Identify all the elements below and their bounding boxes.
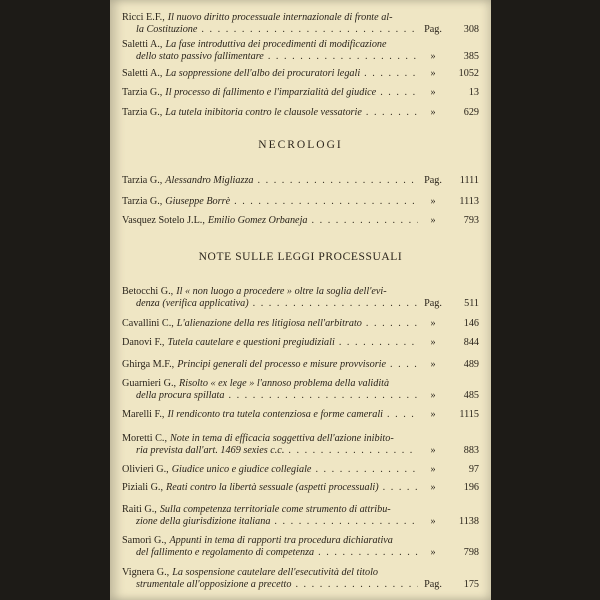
entry-title: L'alienazione della res litigiosa nell'arbitrato [176,318,362,329]
entry-title: La tutela inibitoria contro le clausole vessatorie [165,107,362,118]
page-prefix: » [430,359,436,370]
entry-title: La fase introduttiva dei procedimenti di modificazione [165,39,387,50]
page-prefix: » [430,444,436,456]
page-prefix: » [430,337,436,348]
entry-title: della procura spillata [136,389,225,401]
index-entry [122,359,479,371]
index-entry [122,482,479,494]
page-number: 511 [464,297,479,309]
page-number: 146 [463,318,479,329]
index-entry [122,318,479,330]
index-entry [122,39,479,63]
entry-author: Piziali G., [122,482,164,493]
entry-author: Marelli F., [122,409,165,420]
index-entry [122,107,479,119]
index-entry [122,87,479,99]
entry-title: denza (verifica applicativa) [136,297,249,309]
entry-title: Giuseppe Borrè [165,196,231,207]
index-entry [122,12,479,36]
page-prefix: » [430,215,436,226]
book-page [110,0,491,600]
entry-title: La sospensione cautelare dell'esecutività del titolo [172,567,378,578]
entry-title: del fallimento e regolamento di competenza [136,546,315,558]
page-prefix: Pag. [424,578,442,590]
entry-author: Betocchi G., [122,286,174,297]
section-heading: NECROLOGI [258,139,343,151]
page-number: 798 [463,546,479,558]
index-entry [122,175,479,187]
page-prefix: » [430,196,436,207]
entry-title: Note in tema di efficacia soggettiva dell'azione inibito- [170,433,394,444]
page-prefix: » [430,546,436,558]
index-entry [122,196,479,208]
entry-author: Danovi F., [122,337,165,348]
page-prefix: Pag. [424,297,442,309]
entry-title: Emilio Gomez Orbaneja [207,215,308,226]
entry-title: Il processo di fallimento e l'imparzialità del giudice [165,87,377,98]
page-prefix: » [430,50,436,62]
entry-title: Giudice unico e giudice collegiale [171,464,312,475]
index-entry [122,337,479,349]
entry-author: Moretti C., [122,433,167,444]
index-entry [122,464,479,476]
page-number: 196 [463,482,479,493]
page-number: 793 [463,215,479,226]
entry-author: Samorì G., [122,535,167,546]
entry-title: Alessandro Migliazza [165,175,254,186]
page-number: 485 [463,389,479,401]
page-number: 385 [463,50,479,62]
page-prefix: » [430,389,436,401]
entry-author: Saletti A., [122,68,163,79]
page-number: 489 [463,359,479,370]
index-entry [122,535,479,559]
index-entry [122,286,479,310]
page-number: 883 [463,444,479,456]
entry-title: Il nuovo diritto processuale internazionale di fronte al- [167,12,393,23]
page-prefix: » [430,515,436,527]
entry-author: Guarnieri G., [122,378,177,389]
entry-author: Olivieri G., [122,464,169,475]
page-number: 1052 [458,68,479,79]
entry-title: La soppressione dell'albo dei procuratori legali [165,68,361,79]
index-entry [122,215,479,227]
page-prefix: » [430,107,436,118]
page-number: 97 [468,464,479,475]
entry-author: Vignera G., [122,567,170,578]
entry-author: Vasquez Sotelo J.L., [122,215,205,226]
index-entry [122,567,479,591]
page-prefix: » [430,87,436,98]
entry-author: Ghirga M.F., [122,359,175,370]
entry-author: Tarzia G., [122,175,163,186]
entry-title: Il rendiconto tra tutela contenziosa e forme camerali [167,409,383,420]
entry-author: Ricci E.F., [122,12,165,23]
entry-title: Il « non luogo a procedere » oltre la soglia dell'evi- [176,286,387,297]
entry-author: Tarzia G., [122,107,163,118]
page-number: 1111 [459,175,479,186]
page-number: 175 [463,578,479,590]
page-prefix: Pag. [424,23,442,35]
page-number: 1113 [459,196,479,207]
page-prefix: » [430,482,436,493]
entry-title: strumentale all'opposizione a precetto [136,578,292,590]
entry-title: Risolto « ex lege » l'annoso problema della validità [179,378,390,389]
section-heading: NOTE SULLE LEGGI PROCESSUALI [198,251,403,263]
page-number: 844 [463,337,479,348]
index-entry [122,504,479,528]
index-entry [122,409,479,421]
entry-title: Sulla competenza territoriale come strumento di attribu- [159,504,391,515]
entry-title: ria prevista dall'art. 1469 sexies c.c. [136,444,285,456]
index-entry [122,433,479,457]
entry-title: Tutela cautelare e questioni pregiudiziali [167,337,335,348]
page-number: 1115 [459,409,479,420]
page-prefix: » [430,409,436,420]
entry-title: Principi generali del processo e misure provvisorie [177,359,387,370]
page-number: 13 [468,87,479,98]
page-prefix: Pag. [424,175,442,186]
entry-title: dello stato passivo fallimentare [136,50,264,62]
entry-author: Cavallini C., [122,318,174,329]
page-prefix: » [430,68,436,79]
entry-title: la Costituzione [136,23,198,35]
index-entry [122,68,479,80]
page-number: 1138 [459,515,479,527]
entry-author: Raiti G., [122,504,157,515]
page-number: 308 [463,23,479,35]
page-prefix: » [430,464,436,475]
page-prefix: » [430,318,436,329]
entry-author: Saletti A., [122,39,163,50]
entry-title: zione della giurisdizione italiana [136,515,271,527]
entry-title: Reati contro la libertà sessuale (aspetti processuali) [166,482,379,493]
page-number: 629 [463,107,479,118]
entry-author: Tarzia G., [122,196,163,207]
entry-title: Appunti in tema di rapporti tra procedura dichiarativa [169,535,393,546]
index-entry [122,378,479,402]
entry-author: Tarzia G., [122,87,163,98]
